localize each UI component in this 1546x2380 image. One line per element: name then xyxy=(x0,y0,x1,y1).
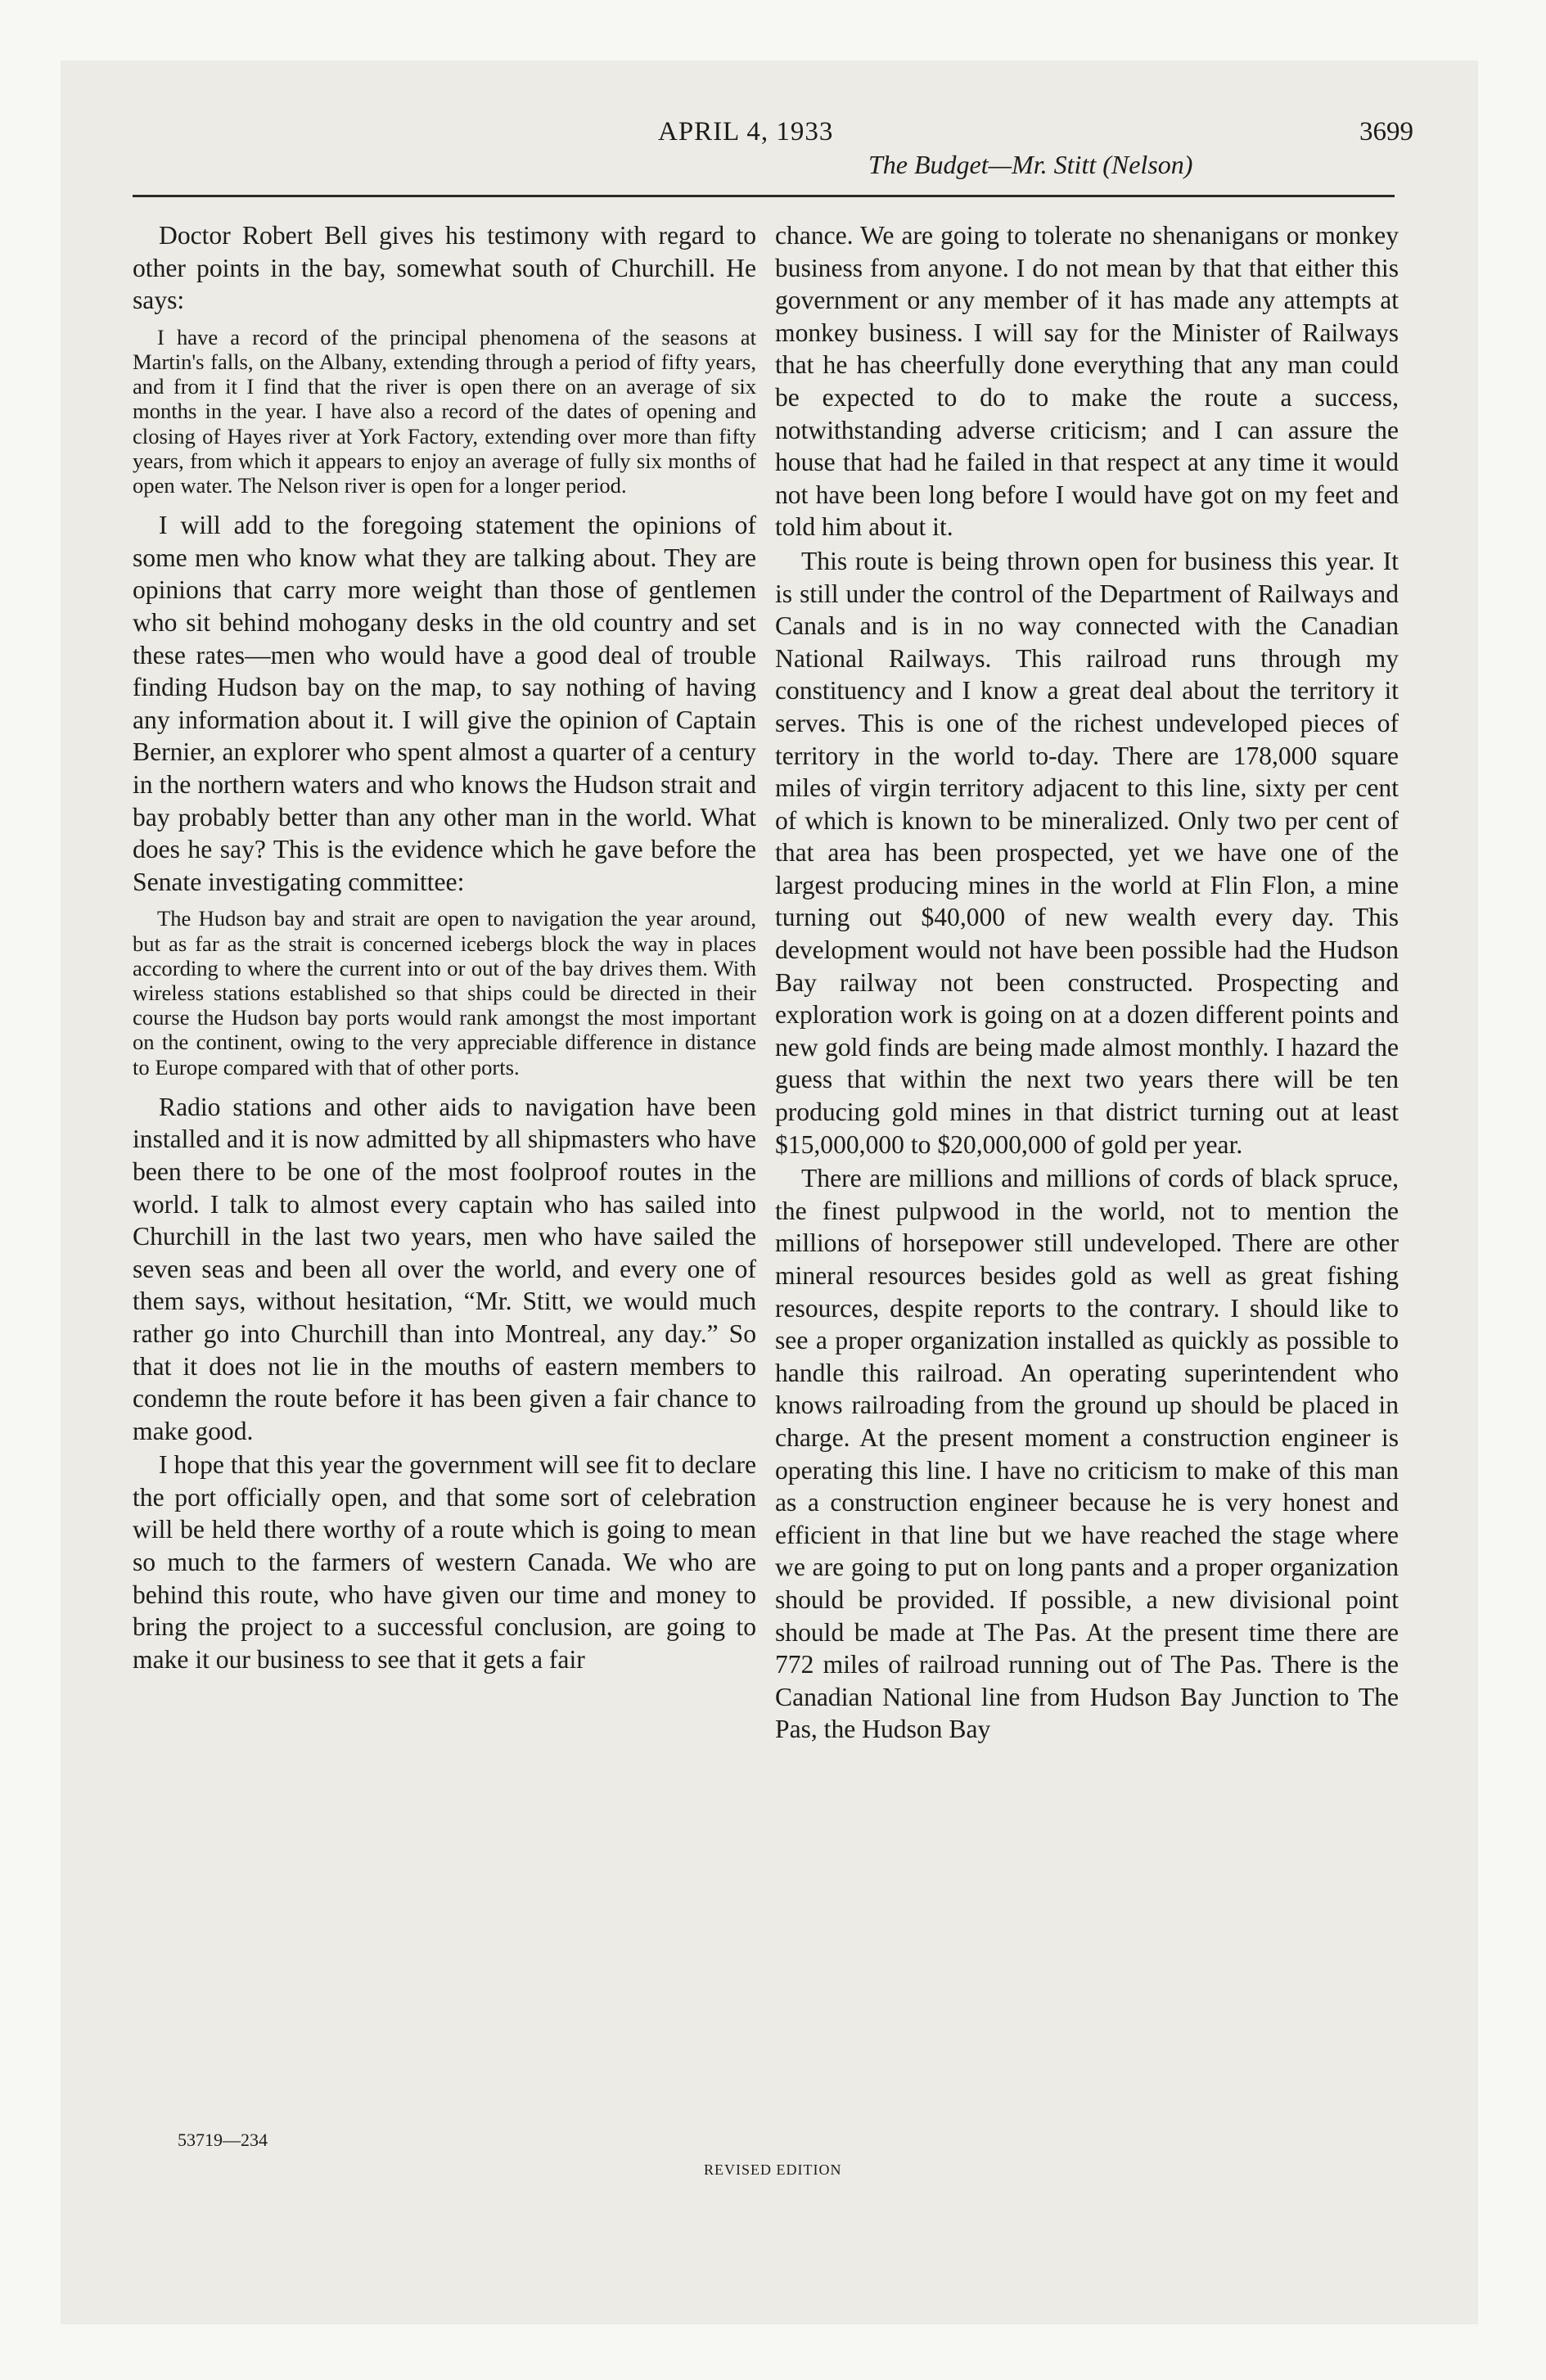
right-column xyxy=(775,219,1399,1747)
block-quote: The Hudson bay and strait are open to navigation the year around, but as far as the strait is concerned icebergs block the way in places according to where the current into or out of the bay drives them. With wireless stations established so that ships could be directed in their course the Hudson bay ports would rank amongst the most important on the continent, owing to the very appreciable difference in distance to Europe compared with that of other ports. xyxy=(133,906,756,1080)
left-column xyxy=(133,219,756,1677)
print-code: 53719—234 xyxy=(178,2130,268,2150)
paragraph: This route is being thrown open for business this year. It is still under the control of the Department of Railways and Canals and is in no way connected with the Canadian National Railways. This railroad runs through my constituency and I know a great deal about the territory it serves. This is one of the richest undeveloped pieces of territory in the world to-day. There are 178,000 square miles of virgin territory adjacent to this line, sixty per cent of which is known to be mineralized. Only two per cent of that area has been prospected, yet we have one of the largest producing mines in the world at Flin Flon, a mine turning out $40,000 of new wealth every day. This development would not have been possible had the Hudson Bay railway not been constructed. Prospecting and exploration work is going on at a dozen different points and new gold finds are being made almost monthly. I hazard the guess that within the next two years there will be ten producing gold mines in that district turning out at least $15,000,000 to $20,000,000 of gold per year. xyxy=(775,546,1399,1159)
paragraph: Doctor Robert Bell gives his testimony with regard to other points in the bay, somewhat south of Churchill. He says: xyxy=(133,221,756,315)
header-rule xyxy=(133,195,1395,197)
block-quote: I have a record of the principal phenomena of the seasons at Martin's falls, on the Albany, extending through a period of fifty years, and from it I find that the river is open there on an average of six months in the year. I have also a record of the dates of opening and closing of Hayes river at York Factory, extending over more than fifty years, from which it appears to enjoy an average of fully six months of open water. The Nelson river is open for a longer period. xyxy=(133,324,756,498)
paragraph: Radio stations and other aids to navigation have been installed and it is now admitted by all shipmasters who have been there to be one of the most foolproof routes in the world. I talk to almost every captain who has sailed into Churchill in the last two years, men who have sailed the seven seas and been all over the world, and every one of them says, without hesitation, “Mr. Stitt, we would much rather go into Churchill than into Montreal, any day.” So that it does not lie in the mouths of eastern members to condemn the route before it has been given a fair chance to make good. xyxy=(133,1092,756,1445)
paragraph: There are millions and millions of cords of black spruce, the finest pulpwood in the world, not to mention the millions of horsepower still undeveloped. There are other mineral resources besides gold as well as great fishing resources, despite reports to the contrary. I should like to see a proper organization installed as quickly as possible to handle this railroad. An operating superintendent who knows railroading from the ground up should be placed in charge. At the present moment a construction engineer is operating this line. I have no criticism to make of this man as a construction engineer because he is very honest and efficient in that line but we have reached the stage where we are going to put on long pants and a proper organization should be provided. If possible, a new divisional point should be made at The Pas. At the present time there are 772 miles of railroad running out of The Pas. There is the Canadian National line from Hudson Bay Junction to The Pas, the Hudson Bay xyxy=(775,1164,1399,1744)
header-date: APRIL 4, 1933 xyxy=(658,117,834,146)
paragraph: chance. We are going to tolerate no shenanigans or monkey business from anyone. I do not mean by that that either this government or any member of it has made any attempts at monkey business. I will say for the Minister of Railways that he has cheerfully done everything that any man could be expected to do to make the route a success, notwithstanding adverse criticism; and I can assure the house that had he failed in that respect at any time it would not have been long before I would have got on my feet and told him about it. xyxy=(775,221,1399,542)
page-number: 3699 xyxy=(1359,117,1413,146)
edition-label: REVISED EDITION xyxy=(704,2161,842,2178)
paragraph: I hope that this year the government will see fit to declare the port officially open, and that some sort of celebration will be held there worthy of a route which is going to mean so much to the farmers of western Canada. We who are behind this route, who have given our time and money to bring the project to a successful conclusion, are going to make it our business to see that it gets a fair xyxy=(133,1450,756,1674)
running-head: The Budget—Mr. Stitt (Nelson) xyxy=(868,150,1193,179)
paragraph: I will add to the foregoing statement the opinions of some men who know what they are talking about. They are opinions that carry more weight than those of gentlemen who sit behind mohogany desks in the old country and set these rates—men who would have a good deal of trouble finding Hudson bay on the map, to say nothing of having any information about it. I will give the opinion of Captain Bernier, an explorer who spent almost a quarter of a century in the northern waters and who knows the Hudson strait and bay probably better than any other man in the world. What does he say? This is the evidence which he gave before the Senate investigating committee: xyxy=(133,511,756,896)
